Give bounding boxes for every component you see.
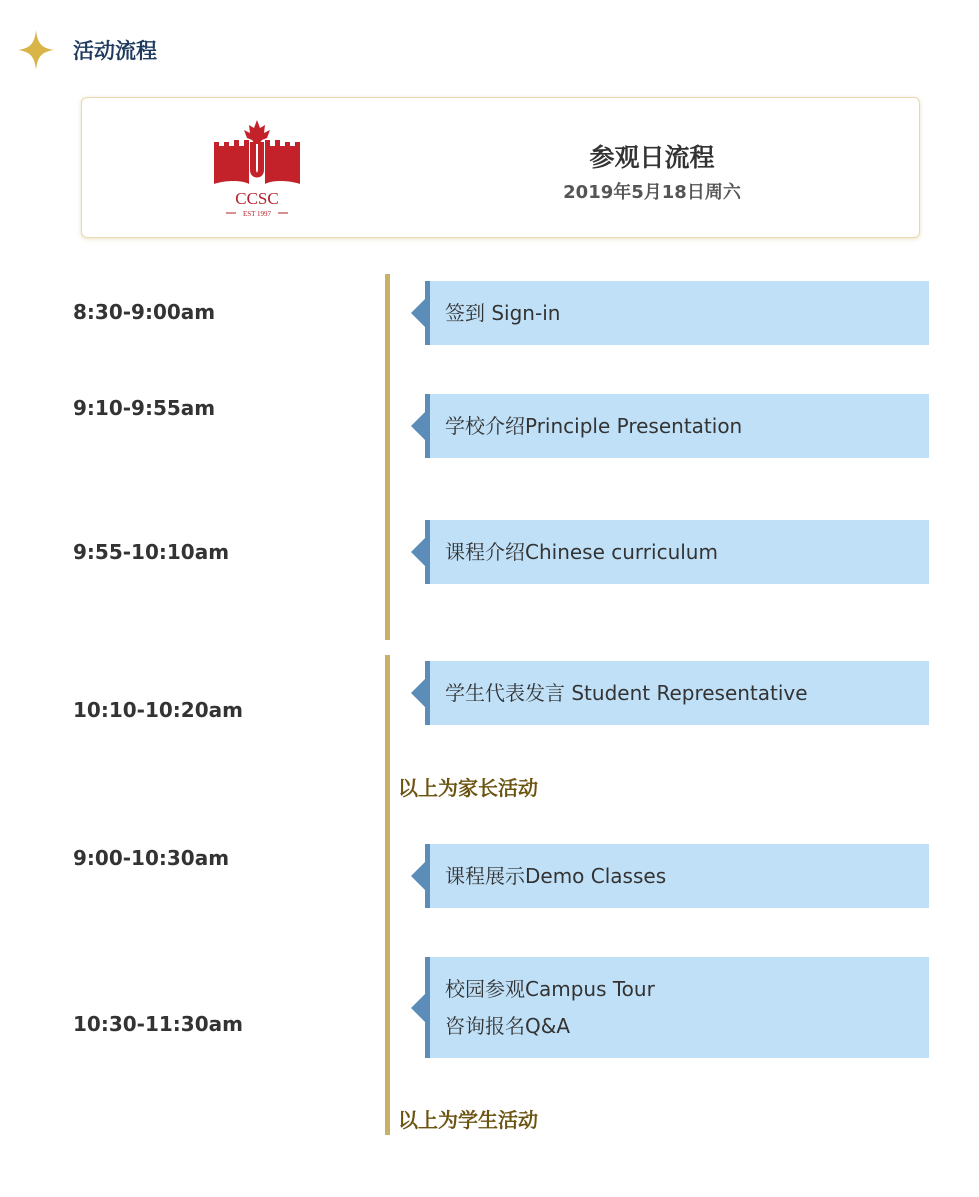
event-item [425, 394, 929, 458]
time-label: 8:30-9:00am [73, 300, 216, 324]
pointer-arrow-icon [411, 679, 425, 707]
time-label: 9:00-10:30am [73, 846, 230, 870]
event-text: 咨询报名Q&A [445, 1013, 571, 1038]
pointer-arrow-icon [411, 299, 425, 327]
logo-subtext: EST 1997 [242, 210, 272, 218]
pointer-arrow-icon [411, 994, 425, 1022]
event-item [425, 957, 929, 1058]
student-activities-note: 以上为学生活动 [398, 1108, 538, 1132]
parent-activities-note: 以上为家长活动 [398, 776, 538, 800]
pointer-arrow-icon [411, 412, 425, 440]
time-label: 10:10-10:20am [73, 698, 243, 722]
event-text: 学生代表发言 Student Representative [445, 680, 808, 705]
time-label: 10:30-11:30am [73, 1012, 243, 1036]
pointer-arrow-icon [411, 862, 425, 890]
event-item [425, 844, 929, 908]
star-icon [18, 30, 54, 70]
event-item [425, 281, 929, 345]
event-header-card [81, 97, 920, 238]
event-text: 学校介绍Principle Presentation [445, 413, 743, 438]
timeline-line [385, 655, 390, 1135]
event-text: 签到 Sign-in [445, 300, 561, 325]
event-item [425, 520, 929, 584]
logo-text: CCSC [235, 189, 279, 208]
pointer-arrow-icon [411, 538, 425, 566]
event-text: 校园参观Campus Tour [445, 976, 655, 1001]
time-label: 9:55-10:10am [73, 540, 230, 564]
section-header [18, 30, 157, 70]
timeline-line [385, 274, 390, 640]
ccsc-logo [212, 118, 302, 218]
card-title: 参观日流程 [589, 143, 715, 172]
section-title: 活动流程 [73, 39, 157, 63]
card-date: 2019年5月18日周六 [563, 182, 741, 203]
event-text: 课程展示Demo Classes [445, 863, 667, 888]
event-text: 课程介绍Chinese curriculum [445, 539, 718, 564]
event-item [425, 661, 929, 725]
time-label: 9:10-9:55am [73, 396, 216, 420]
